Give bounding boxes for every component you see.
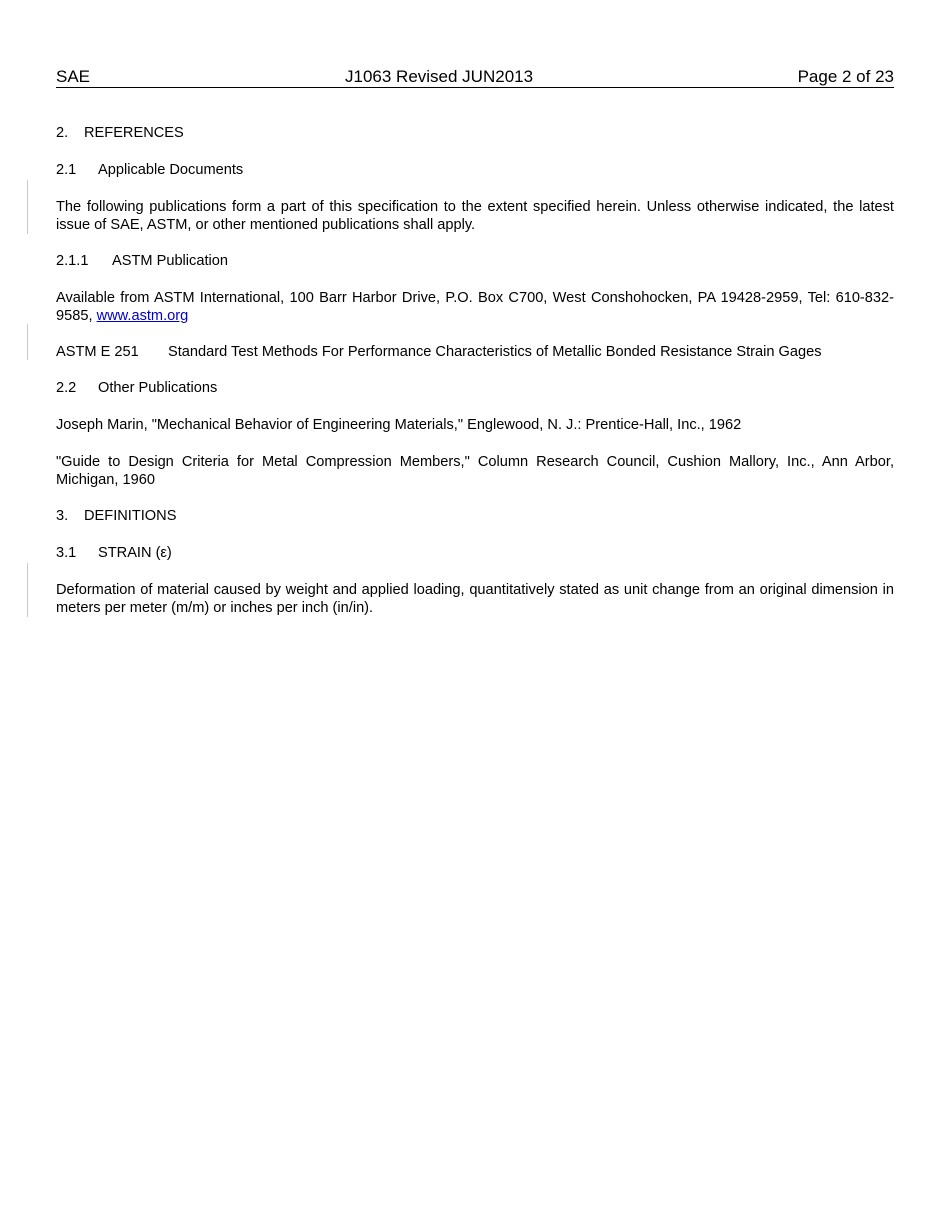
section-number: 2.1 [56,162,77,178]
reference-marin: Joseph Marin, "Mechanical Behavior of Engineering Materials," Englewood, N. J.: Prentice-Hall, Inc., 1962 [56,417,742,433]
section-number: 3. [56,508,69,524]
section-heading-references [56,124,894,142]
header-organization: SAE [56,67,91,86]
section-title: Other Publications [98,380,218,396]
paragraph-applicable-documents: The following publications form a part of this specification to the extent specified herein. Unless otherwise indicated, the latest issue of SAE, ASTM, or other mentioned publications shall apply. [56,199,894,233]
section-heading-applicable-documents [56,161,894,179]
page-header [56,66,894,88]
paragraph-astm-availability [56,289,894,325]
paragraph-strain-definition: Deformation of material caused by weight and applied loading, quantitatively stated as unit change from an original dimension in meters per meter (m/m) or inches per inch (in/in). [56,582,894,616]
reference-title: Standard Test Methods For Performance Characteristics of Metallic Bonded Resistance Strain Gages [168,344,822,360]
section-number: 2. [56,125,69,141]
section-title: ASTM Publication [112,253,228,269]
section-number: 3.1 [56,545,77,561]
section-title: REFERENCES [84,125,184,141]
section-number: 2.2 [56,380,77,396]
section-title: STRAIN (ε) [98,545,172,561]
section-heading-strain [56,544,894,562]
header-document-id: J1063 Revised JUN2013 [345,67,534,86]
reference-column-research-council: "Guide to Design Criteria for Metal Compression Members," Column Research Council, Cushion Mallory, Inc., Ann Arbor, Michigan, 1960 [56,454,894,488]
section-heading-astm-publication [56,252,894,270]
section-heading-other-publications [56,379,894,397]
reference-astm-e251 [56,343,894,361]
section-number: 2.1.1 [56,253,89,269]
reference-id: ASTM E 251 [56,344,139,360]
section-title: Applicable Documents [98,162,244,178]
astm-address-text: Available from ASTM International, 100 Barr Harbor Drive, P.O. Box C700, West Conshohocken, PA 19428-2959, Tel: 610-832-9585, [56,290,894,324]
section-heading-definitions [56,507,894,525]
section-title: DEFINITIONS [84,508,177,524]
astm-website-link[interactable]: www.astm.org [96,308,189,324]
revision-change-bar [27,180,28,234]
revision-change-bar [27,563,28,617]
revision-change-bar [27,324,28,360]
header-page-number: Page 2 of 23 [797,67,894,86]
